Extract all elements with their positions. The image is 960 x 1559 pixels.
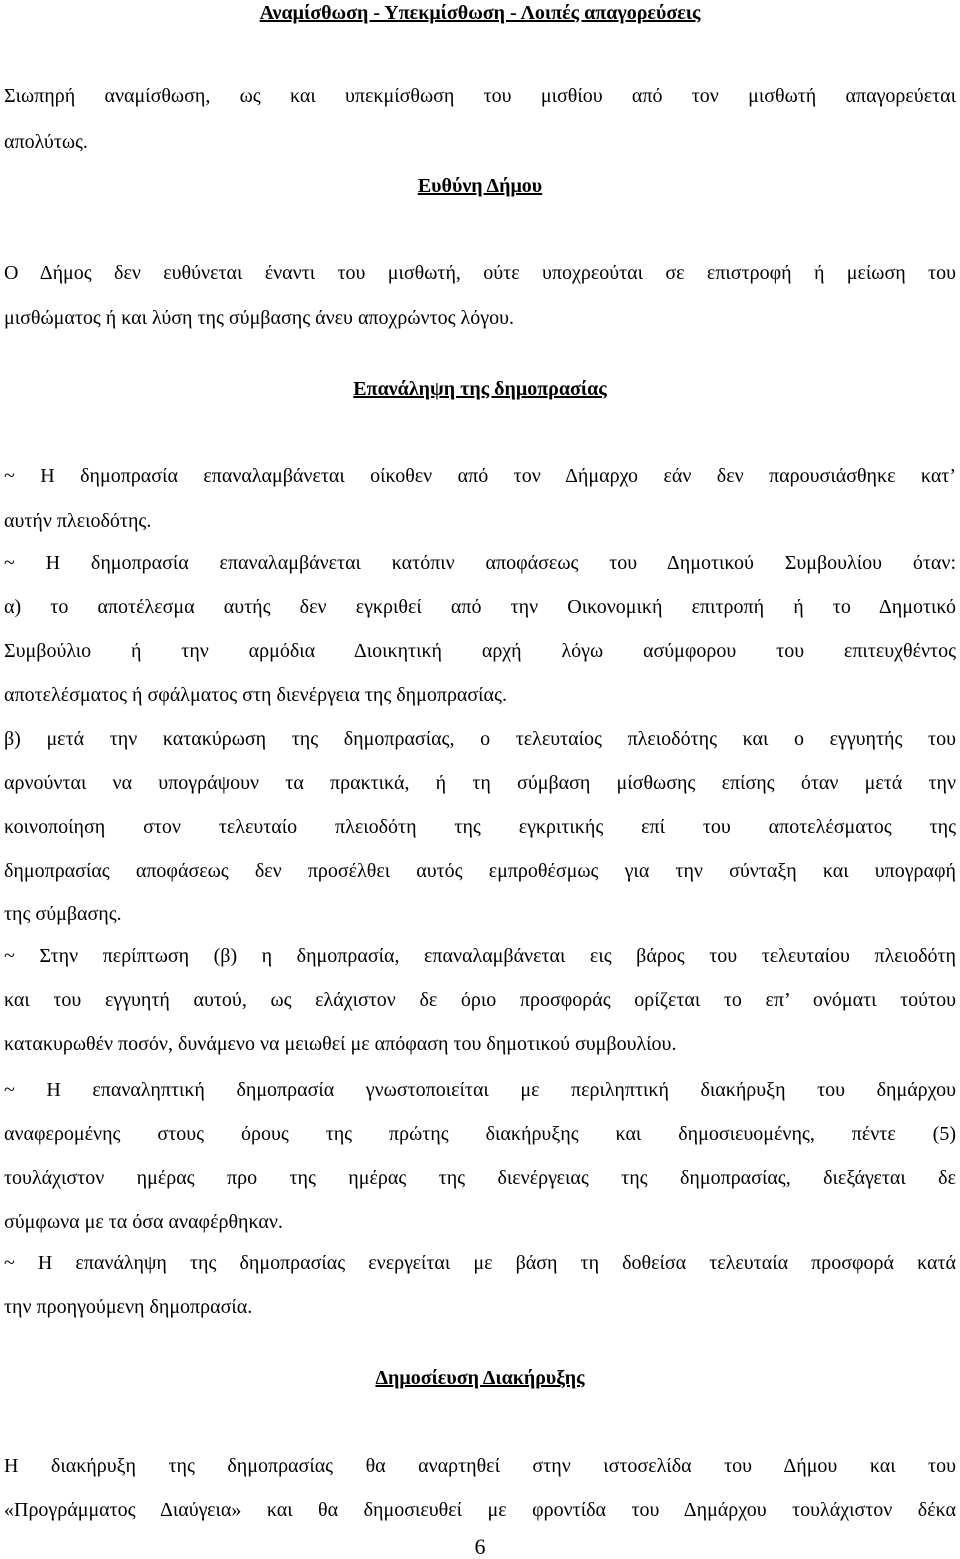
paragraph-line: Η διακήρυξη της δημοπρασίας θα αναρτηθεί στην ιστοσελίδα του Δήμου και του [4, 1455, 956, 1477]
paragraph-line: μισθώματος ή και λύση της σύμβασης άνευ αποχρώντος λόγου. [4, 307, 514, 329]
paragraph-line: αρνούνται να υπογράψουν τα πρακτικά, ή τη σύμβαση μίσθωσης επίσης όταν μετά την [4, 772, 956, 794]
heading-notice-publication: Δημοσίευση Διακήρυξης [375, 1367, 585, 1389]
paragraph-line: Ο Δήμος δεν ευθύνεται έναντι του μισθωτή, ούτε υποχρεούται σε επιστροφή ή μείωση του [4, 262, 956, 284]
paragraph-line: σύμφωνα με τα όσα αναφέρθηκαν. [4, 1211, 283, 1233]
paragraph-line: αποτελέσματος ή σφάλματος στη διενέργεια της δημοπρασίας. [4, 684, 507, 706]
paragraph-line: ~ Η δημοπρασία επαναλαμβάνεται κατόπιν αποφάσεως του Δημοτικού Συμβουλίου όταν: [4, 552, 956, 574]
heading-subletting: Αναμίσθωση - Υπεκμίσθωση - Λοιπές απαγορεύσεις [259, 2, 701, 24]
heading-municipality-liability: Ευθύνη Δήμου [417, 175, 543, 197]
paragraph-line: κατακυρωθέν ποσόν, δυνάμενο να μειωθεί με απόφαση του δημοτικού συμβουλίου. [4, 1033, 677, 1055]
paragraph-line: αναφερομένης στους όρους της πρώτης διακήρυξης και δημοσιευομένης, πέντε (5) [4, 1123, 956, 1145]
paragraph-line: ~ Η επαναληπτική δημοπρασία γνωστοποιείται με περιληπτική διακήρυξη του δημάρχου [4, 1079, 956, 1101]
page-number: 6 [474, 1534, 486, 1559]
paragraph-line: ~ Η δημοπρασία επαναλαμβάνεται οίκοθεν από τον Δήμαρχο εάν δεν παρουσιάσθηκε κατ’ [4, 465, 956, 487]
paragraph-line: κοινοποίηση στον τελευταίο πλειοδότη της εγκριτικής επί του αποτελέσματος της [4, 816, 956, 838]
paragraph-line: ~ Η επανάληψη της δημοπρασίας ενεργείται με βάση τη δοθείσα τελευταία προσφορά κατά [4, 1252, 956, 1274]
paragraph-line: την προηγούμενη δημοπρασία. [4, 1296, 253, 1318]
paragraph-line: «Προγράμματος Διαύγεια» και θα δημοσιευθεί με φροντίδα του Δημάρχου τουλάχιστον δέκα [4, 1499, 956, 1521]
paragraph-line: Σιωπηρή αναμίσθωση, ως και υπεκμίσθωση του μισθίου από τον μισθωτή απαγορεύεται [4, 85, 956, 107]
paragraph-line: και του εγγυητή αυτού, ως ελάχιστον δε όριο προσφοράς ορίζεται το επ’ ονόματι τούτου [4, 989, 956, 1011]
paragraph-line: τουλάχιστον ημέρας προ της ημέρας της διενέργειας της δημοπρασίας, διεξάγεται δε [4, 1167, 956, 1189]
paragraph-line: απολύτως. [4, 131, 88, 153]
paragraph-line: Συμβούλιο ή την αρμόδια Διοικητική αρχή λόγω ασύμφορου του επιτευχθέντος [4, 640, 956, 662]
paragraph-line: α) το αποτέλεσμα αυτής δεν εγκριθεί από την Οικονομική επιτροπή ή το Δημοτικό [4, 596, 956, 618]
paragraph-line: αυτήν πλειοδότης. [4, 510, 152, 532]
paragraph-line: ~ Στην περίπτωση (β) η δημοπρασία, επαναλαμβάνεται εις βάρος του τελευταίου πλειοδότη [4, 945, 956, 967]
heading-auction-repetition: Επανάληψη της δημοπρασίας [353, 378, 607, 400]
paragraph-line: της σύμβασης. [4, 903, 122, 925]
paragraph-line: β) μετά την κατακύρωση της δημοπρασίας, ο τελευταίος πλειοδότης και ο εγγυητής του [4, 728, 956, 750]
paragraph-line: δημοπρασίας αποφάσεως δεν προσέλθει αυτός εμπροθέσμως για την σύνταξη και υπογραφή [4, 860, 956, 882]
